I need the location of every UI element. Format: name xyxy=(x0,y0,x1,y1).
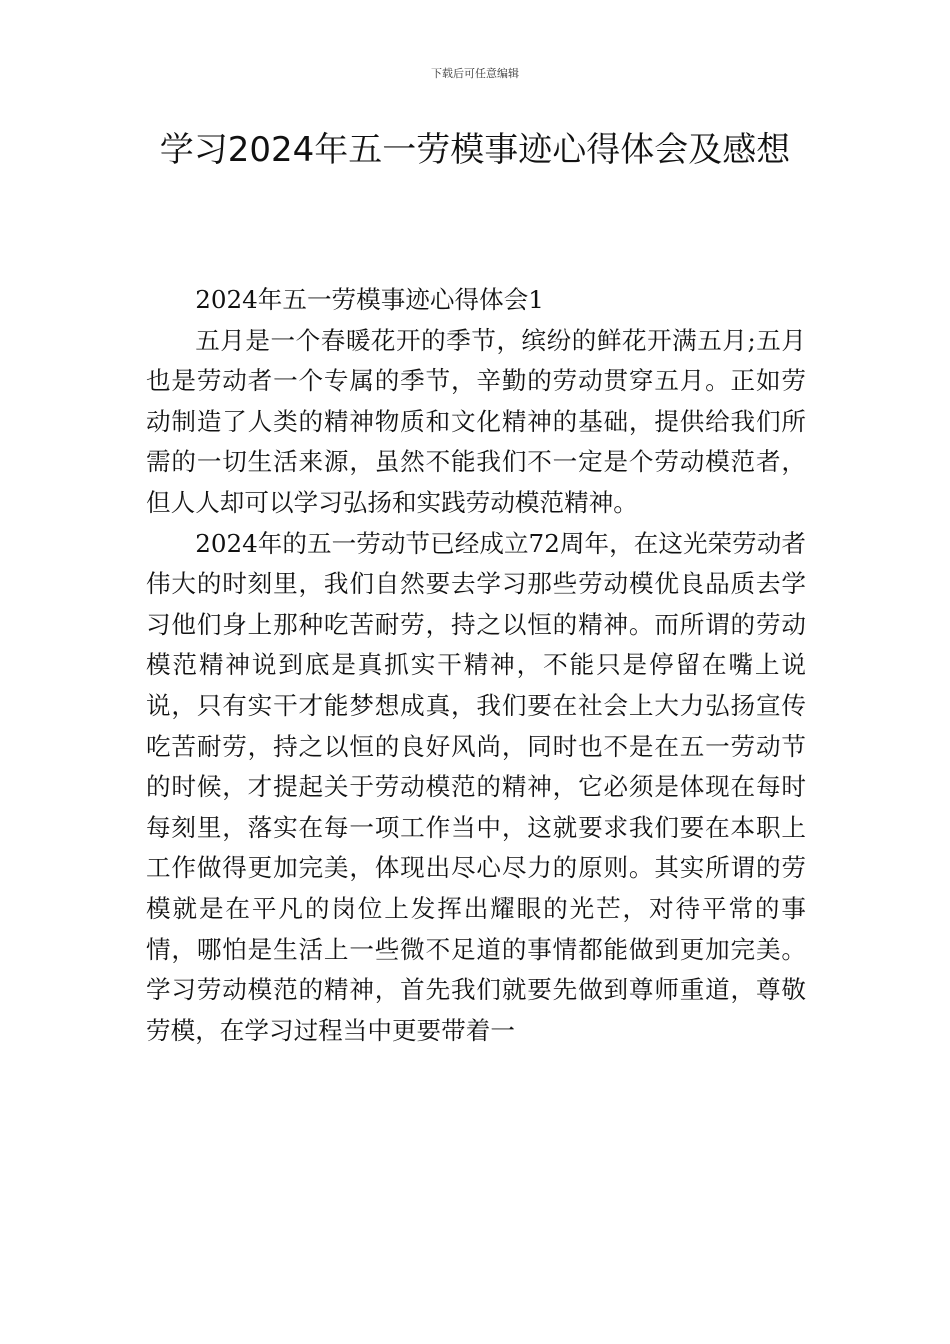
paragraph-2: 2024年的五一劳动节已经成立72周年，在这光荣劳动者伟大的时刻里，我们自然要去学习那些劳动模优良品质去学习他们身上那种吃苦耐劳，持之以恒的精神。而所谓的劳动模范精神说到底是真抓实干精神，不能只是停留在嘴上说说，只有实干才能梦想成真，我们要在社会上大力弘扬宣传吃苦耐劳，持之以恒的良好风尚，同时也不是在五一劳动节的时候，才提起关于劳动模范的精神，它必须是体现在每时每刻里，落实在每一项工作当中，这就要求我们要在本职上工作做得更加完美，体现出尽心尽力的原则。其实所谓的劳模就是在平凡的岗位上发挥出耀眼的光芒，对待平常的事情，哪怕是生活上一些微不足道的事情都能做到更加完美。学习劳动模范的精神，首先我们就要先做到尊师重道，尊敬劳模，在学习过程当中更要带着一 xyxy=(146,528,806,1045)
section-heading: 2024年五一劳模事迹心得体会1 xyxy=(195,285,544,314)
header-note: 下载后可任意编辑 xyxy=(431,67,519,80)
document-body xyxy=(146,280,806,1051)
paragraph-1: 五月是一个春暖花开的季节，缤纷的鲜花开满五月;五月也是劳动者一个专属的季节，辛勤的劳动贯穿五月。正如劳动制造了人类的精神物质和文化精神的基础，提供给我们所需的一切生活来源，虽然不能我们不一定是个劳动模范者，但人人却可以学习弘扬和实践劳动模范精神。 xyxy=(146,325,806,517)
document-title: 学习2024年五一劳模事迹心得体会及感想 xyxy=(159,130,791,170)
